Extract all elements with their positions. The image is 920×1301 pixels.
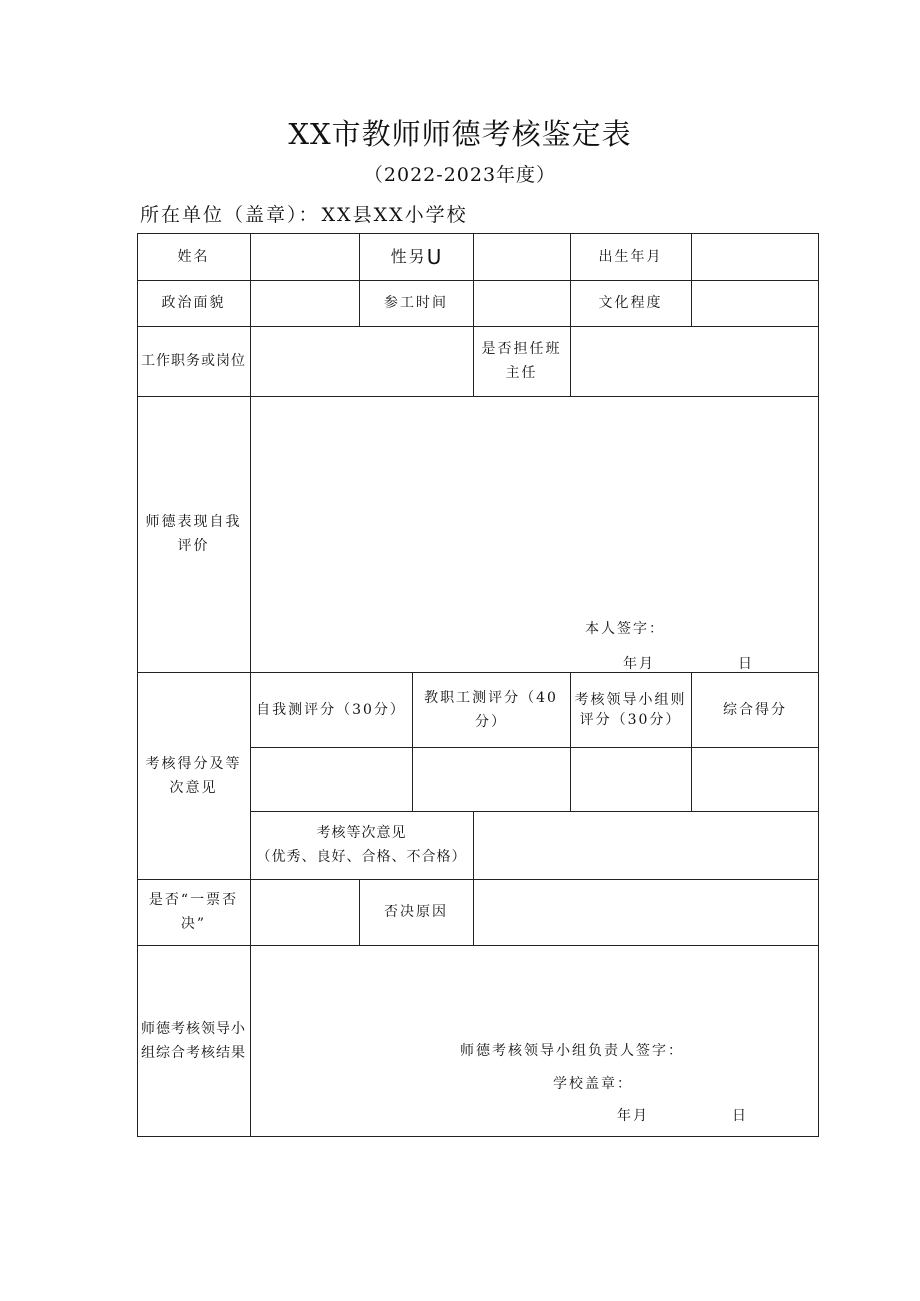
self-eval-label: 师德表现自我评价	[145, 514, 242, 554]
gender-label: 性另	[390, 246, 427, 266]
leader-score-field[interactable]	[570, 747, 691, 811]
gender-field[interactable]	[473, 233, 570, 280]
education-field[interactable]	[691, 280, 819, 326]
self-score-field[interactable]	[250, 747, 412, 811]
education-label: 文化程度	[598, 295, 663, 311]
self-year-month-label: 年月	[623, 656, 655, 672]
result-label: 师德考核领导小组综合考核结果	[141, 1021, 246, 1061]
grade-label: 考核等次意见	[316, 825, 407, 841]
grade-field[interactable]	[473, 811, 819, 879]
staff-score-field[interactable]	[412, 747, 570, 811]
work-start-field[interactable]	[473, 280, 570, 326]
veto-field[interactable]	[250, 879, 359, 945]
position-field[interactable]	[250, 326, 473, 396]
self-sign-label: 本人签字：	[585, 621, 665, 637]
self-score-label: 自我测评分（30分）	[256, 701, 406, 718]
political-field[interactable]	[250, 280, 359, 326]
total-score-label: 综合得分	[723, 701, 787, 718]
document-title: XX市教师师德考核鉴定表	[288, 117, 632, 151]
head-teacher-label: 是否担任班主任	[481, 341, 562, 381]
document-subtitle: （2022-2023年度）	[363, 164, 557, 186]
unit-label: 所在单位（盖章）：	[140, 204, 320, 226]
work-start-label: 参工时间	[384, 295, 448, 311]
unit-value: XX县XX小学校	[321, 204, 468, 226]
veto-reason-field[interactable]	[473, 879, 819, 945]
school-seal-label: 学校盖章：	[553, 1076, 633, 1092]
staff-score-label: 教职工测评分（40分）	[424, 689, 558, 730]
self-eval-field[interactable]	[250, 396, 819, 672]
grade-label-cell	[250, 811, 473, 879]
position-label: 工作职务或岗位	[141, 353, 246, 369]
leader-sign-label: 师德考核领导小组负责人签字：	[460, 1043, 684, 1059]
appraisal-form-table	[137, 233, 819, 1137]
gender-mark: U	[426, 244, 442, 269]
head-teacher-field[interactable]	[570, 326, 819, 396]
leader-score-label: 考核领导小组则评分（30分）	[574, 691, 687, 728]
result-year-month-label: 年月	[617, 1108, 649, 1124]
veto-label: 是否“一票否决”	[148, 892, 239, 932]
birth-label: 出生年月	[598, 248, 663, 265]
political-label: 政治面貌	[161, 295, 226, 311]
veto-reason-label: 否决原因	[384, 904, 448, 920]
unit-line	[140, 200, 468, 227]
gender-label-cell	[359, 233, 473, 280]
result-day-label: 日	[732, 1108, 748, 1124]
grade-options: （优秀、良好、合格、不合格）	[256, 849, 467, 865]
self-day-label: 日	[738, 656, 754, 672]
birth-field[interactable]	[691, 233, 819, 280]
score-label: 考核得分及等次意见	[145, 755, 242, 796]
name-label: 姓名	[177, 248, 210, 265]
name-field[interactable]	[250, 233, 359, 280]
total-score-field[interactable]	[691, 747, 819, 811]
